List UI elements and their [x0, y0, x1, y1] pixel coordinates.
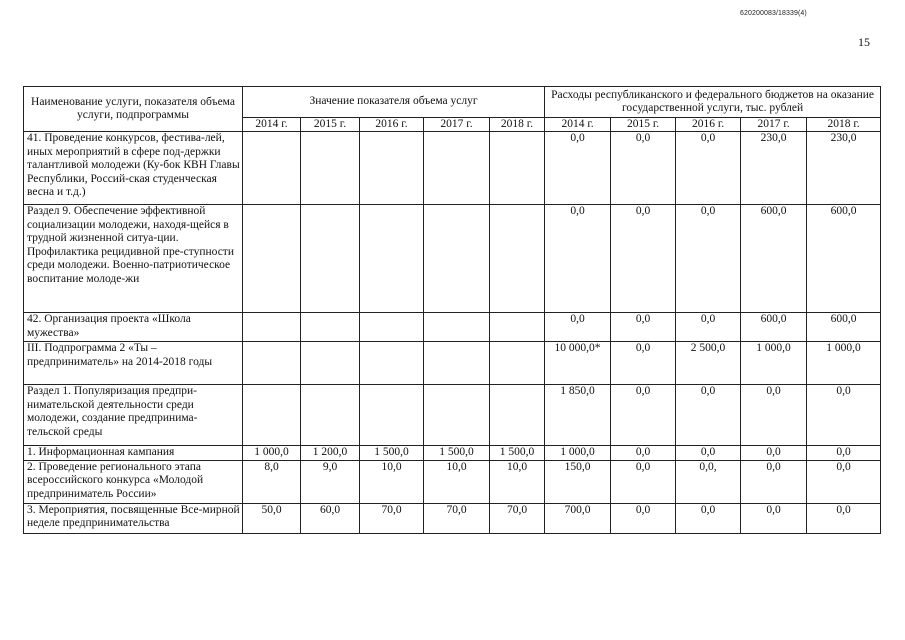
table-row [24, 205, 881, 313]
volume-value-cell: 50,0 [243, 503, 301, 533]
expense-value-cell: 0,0 [611, 205, 676, 313]
expense-value-cell: 0,0 [676, 446, 741, 461]
year-header: 2018 г. [807, 118, 881, 132]
row-name-cell: 41. Проведение конкурсов, фестива-лей, иных мероприятий в сфере под-держки талантливой молодежи (Ку-бок КВН Главы Республики, Россий-ская студенческая весна и т.д.) [24, 132, 243, 205]
expense-value-cell: 0,0 [676, 313, 741, 342]
volume-value-cell: 1 200,0 [301, 446, 360, 461]
expense-value-cell: 0,0 [611, 460, 676, 503]
volume-value-cell [490, 205, 545, 313]
expense-value-cell: 0,0, [676, 460, 741, 503]
volume-value-cell [424, 205, 490, 313]
expense-value-cell: 0,0 [807, 503, 881, 533]
row-name-cell: 3. Мероприятия, посвященные Все-мирной неделе предпринимательства [24, 503, 243, 533]
volume-value-cell [301, 385, 360, 446]
year-header: 2014 г. [545, 118, 611, 132]
volume-value-cell: 10,0 [490, 460, 545, 503]
volume-value-cell: 70,0 [490, 503, 545, 533]
volume-value-cell [424, 313, 490, 342]
expense-value-cell: 0,0 [676, 385, 741, 446]
table-row [24, 132, 881, 205]
expense-value-cell: 0,0 [741, 385, 807, 446]
volume-value-cell: 10,0 [424, 460, 490, 503]
volume-value-cell [301, 205, 360, 313]
volume-value-cell [360, 132, 424, 205]
volume-value-cell: 1 500,0 [360, 446, 424, 461]
volume-value-cell [301, 132, 360, 205]
expense-value-cell: 0,0 [545, 132, 611, 205]
expense-value-cell: 0,0 [545, 205, 611, 313]
volume-value-cell: 10,0 [360, 460, 424, 503]
volume-value-cell [490, 132, 545, 205]
expense-value-cell: 0,0 [807, 460, 881, 503]
volume-value-cell [360, 205, 424, 313]
expense-value-cell: 0,0 [741, 460, 807, 503]
volume-value-cell [360, 313, 424, 342]
expense-value-cell: 1 000,0 [545, 446, 611, 461]
expense-value-cell: 0,0 [676, 205, 741, 313]
row-name-cell: 1. Информационная кампания [24, 446, 243, 461]
expense-value-cell: 0,0 [611, 385, 676, 446]
column-header-expense: Расходы республиканского и федерального бюджетов на оказание государственной услуги, тыс. рублей [545, 87, 881, 118]
table-row [24, 503, 881, 533]
volume-value-cell: 60,0 [301, 503, 360, 533]
expense-value-cell: 0,0 [611, 342, 676, 385]
year-header: 2016 г. [676, 118, 741, 132]
row-name-cell: III. Подпрограмма 2 «Ты – предприниматель» на 2014-2018 годы [24, 342, 243, 385]
expense-value-cell: 0,0 [545, 313, 611, 342]
year-header: 2016 г. [360, 118, 424, 132]
expense-value-cell: 0,0 [611, 503, 676, 533]
volume-value-cell [424, 385, 490, 446]
expense-value-cell: 700,0 [545, 503, 611, 533]
volume-value-cell [424, 342, 490, 385]
table-row [24, 313, 881, 342]
expense-value-cell: 0,0 [676, 503, 741, 533]
volume-value-cell [301, 313, 360, 342]
expense-value-cell: 1 000,0 [741, 342, 807, 385]
row-name-cell: 2. Проведение регионального этапа всероссийского конкурса «Молодой предприниматель России» [24, 460, 243, 503]
expense-value-cell: 10 000,0* [545, 342, 611, 385]
column-header-volume: Значение показателя объема услуг [243, 87, 545, 118]
expense-value-cell: 0,0 [611, 313, 676, 342]
expense-value-cell: 600,0 [741, 205, 807, 313]
year-header: 2015 г. [611, 118, 676, 132]
volume-value-cell: 8,0 [243, 460, 301, 503]
volume-value-cell [490, 385, 545, 446]
row-name-cell: Раздел 1. Популяризация предпри-нимательской деятельности среди молодежи, создание предпринима-тельской среды [24, 385, 243, 446]
table-row [24, 385, 881, 446]
expense-value-cell: 0,0 [676, 132, 741, 205]
expense-value-cell: 600,0 [807, 313, 881, 342]
expense-value-cell: 1 850,0 [545, 385, 611, 446]
expense-value-cell: 230,0 [807, 132, 881, 205]
volume-value-cell: 70,0 [360, 503, 424, 533]
volume-value-cell: 1 500,0 [490, 446, 545, 461]
volume-value-cell [243, 205, 301, 313]
volume-value-cell [243, 313, 301, 342]
row-name-cell: 42. Организация проекта «Школа мужества» [24, 313, 243, 342]
volume-value-cell: 1 500,0 [424, 446, 490, 461]
expense-value-cell: 0,0 [807, 385, 881, 446]
year-header: 2017 г. [424, 118, 490, 132]
volume-value-cell [360, 342, 424, 385]
volume-value-cell [301, 342, 360, 385]
volume-value-cell [243, 342, 301, 385]
year-header: 2018 г. [490, 118, 545, 132]
document-id: 620200083/18339(4) [740, 10, 807, 17]
volume-value-cell [490, 342, 545, 385]
volume-value-cell [243, 132, 301, 205]
table-row [24, 446, 881, 461]
expense-value-cell: 0,0 [741, 503, 807, 533]
expense-value-cell: 0,0 [611, 132, 676, 205]
expense-value-cell: 2 500,0 [676, 342, 741, 385]
volume-value-cell: 9,0 [301, 460, 360, 503]
expense-value-cell: 600,0 [741, 313, 807, 342]
volume-value-cell [243, 385, 301, 446]
expense-value-cell: 1 000,0 [807, 342, 881, 385]
expense-value-cell: 230,0 [741, 132, 807, 205]
page-number: 15 [858, 35, 870, 49]
volume-value-cell [424, 132, 490, 205]
volume-value-cell: 1 000,0 [243, 446, 301, 461]
table-row [24, 460, 881, 503]
year-header: 2014 г. [243, 118, 301, 132]
expense-value-cell: 0,0 [807, 446, 881, 461]
volume-value-cell [490, 313, 545, 342]
year-header: 2015 г. [301, 118, 360, 132]
year-header: 2017 г. [741, 118, 807, 132]
volume-value-cell [360, 385, 424, 446]
row-name-cell: Раздел 9. Обеспечение эффективной социализации молодежи, находя-щейся в трудной жизненной ситуа-ции. Профилактика рецидивной пре-ступности среди молодежи. Военно-патриотическое воспитание молоде-жи [24, 205, 243, 313]
expense-value-cell: 0,0 [741, 446, 807, 461]
services-table [23, 86, 881, 534]
expense-value-cell: 600,0 [807, 205, 881, 313]
table-row [24, 342, 881, 385]
column-header-name: Наименование услуги, показателя объема услуги, подпрограммы [24, 87, 243, 132]
volume-value-cell: 70,0 [424, 503, 490, 533]
expense-value-cell: 150,0 [545, 460, 611, 503]
expense-value-cell: 0,0 [611, 446, 676, 461]
